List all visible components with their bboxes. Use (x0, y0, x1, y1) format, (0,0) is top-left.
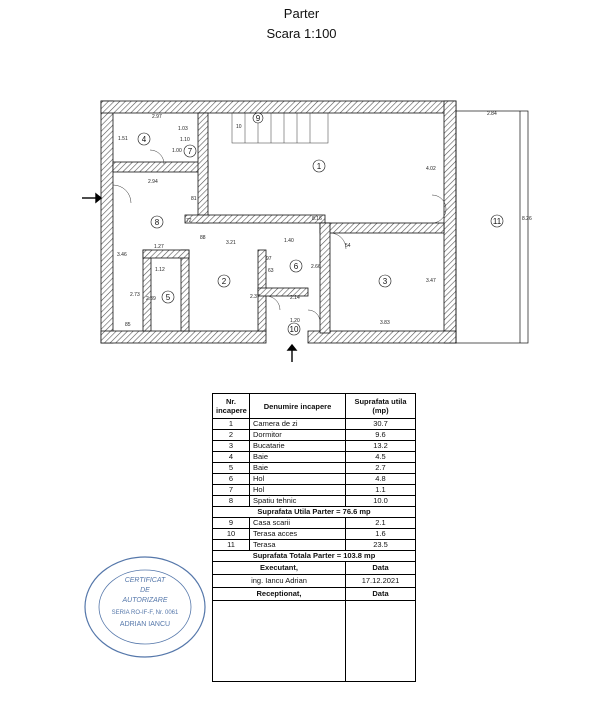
table-cell: 1.6 (346, 529, 416, 540)
dim-label: 3.83 (380, 320, 390, 326)
table-cell: Baie (250, 463, 346, 474)
table-row (213, 474, 416, 485)
dim-label: 10 (236, 124, 242, 130)
stamp-line-3: AUTORIZARE (122, 597, 168, 604)
table-cell: 2 (213, 430, 250, 441)
total-row (213, 551, 416, 562)
terrace-11 (456, 111, 528, 343)
dim-label: 3.46 (117, 252, 127, 258)
staircase (232, 113, 328, 143)
room-number-10: 10 (289, 325, 299, 334)
plan-title: Parter (283, 6, 320, 21)
table-cell: 11 (213, 540, 250, 551)
col-header-area: Suprafata utila (mp) (346, 394, 416, 419)
table-cell (213, 601, 346, 682)
table-cell: 1.1 (346, 485, 416, 496)
table-row (213, 419, 416, 430)
table-cell: Hol (250, 474, 346, 485)
executant-date: 17.12.2021 (346, 575, 416, 588)
dim-label: 1.51 (118, 136, 128, 142)
room-number-11: 11 (492, 217, 502, 226)
table-cell: Hol (250, 485, 346, 496)
data-label-2: Data (346, 588, 416, 601)
dim-label: 63 (268, 268, 274, 274)
table-cell: 9 (213, 518, 250, 529)
subtotal-row (213, 507, 416, 518)
dim-label: 88 (200, 235, 206, 241)
table-row (213, 430, 416, 441)
table-cell: 10.0 (346, 496, 416, 507)
dim-label: 4.02 (426, 166, 436, 172)
dim-label: 54 (345, 243, 351, 249)
dim-label: 3.47 (426, 278, 436, 284)
table-cell: 4 (213, 452, 250, 463)
table-cell: 13.2 (346, 441, 416, 452)
table-cell (346, 601, 416, 682)
total-text: Suprafata Totala Parter = 103.8 mp (213, 551, 416, 562)
dim-label: 97 (266, 256, 272, 262)
dim-label: 1.20 (290, 318, 300, 324)
room-number-3: 3 (382, 277, 388, 286)
table-cell: 4.5 (346, 452, 416, 463)
receptionat-row (213, 601, 416, 682)
table-row (213, 518, 416, 529)
dim-label: 72 (186, 218, 192, 224)
room-number-4: 4 (141, 135, 147, 144)
table-cell: 6 (213, 474, 250, 485)
stamp-line-4: SERIA RO-IF-F, Nr. 0061 (111, 610, 179, 616)
dim-label: 8.16 (312, 216, 322, 222)
table-row (213, 441, 416, 452)
data-label: Data (346, 562, 416, 575)
dim-label: 2.97 (152, 114, 162, 120)
table-cell: Casa scarii (250, 518, 346, 529)
executant-name: ing. Iancu Adrian (213, 575, 346, 588)
table-cell: Terasa (250, 540, 346, 551)
executant-header-row (213, 562, 416, 575)
room-number-9: 9 (255, 114, 261, 123)
room-number-6: 6 (293, 262, 299, 271)
table-header-row (213, 394, 416, 419)
table-cell: Dormitor (250, 430, 346, 441)
subtotal-text: Suprafata Utila Parter = 76.6 mp (213, 507, 416, 518)
stamp-line-5: ADRIAN IANCU (119, 621, 171, 628)
authorization-stamp (80, 552, 210, 662)
room-number-2: 2 (221, 277, 227, 286)
room-number-1: 1 (316, 162, 322, 171)
table-cell: Bucatarie (250, 441, 346, 452)
stamp-line-2: DE (140, 587, 150, 594)
table-cell: 10 (213, 529, 250, 540)
table-row (213, 463, 416, 474)
table-row (213, 496, 416, 507)
dim-label: 1.27 (154, 244, 164, 250)
table-cell: 23.5 (346, 540, 416, 551)
table-cell: 1 (213, 419, 250, 430)
table-cell: Camera de zi (250, 419, 346, 430)
table-cell: 7 (213, 485, 250, 496)
dim-label: 85 (125, 322, 131, 328)
table-cell: 2.7 (346, 463, 416, 474)
table-cell: 2.1 (346, 518, 416, 529)
room-number-5: 5 (165, 293, 171, 302)
table-cell: Baie (250, 452, 346, 463)
table-cell: 5 (213, 463, 250, 474)
col-header-nr: Nr. incapere (213, 394, 250, 419)
table-cell: Spatiu tehnic (250, 496, 346, 507)
dim-label: 1.03 (178, 126, 188, 132)
dim-label: 2.14 (290, 295, 300, 301)
table-row (213, 529, 416, 540)
room-number-7: 7 (187, 147, 193, 156)
table-cell: 8 (213, 496, 250, 507)
table-cell: Terasa acces (250, 529, 346, 540)
dim-label: 2.66 (311, 264, 321, 270)
executant-label: Executant, (213, 562, 346, 575)
table-row (213, 452, 416, 463)
dim-label: 81 (191, 196, 197, 202)
dim-label: 2.94 (148, 179, 158, 185)
table-cell: 4.8 (346, 474, 416, 485)
dim-label: 2.39 (146, 296, 156, 302)
dim-label: 1.10 (180, 137, 190, 143)
col-header-name: Denumire incapere (250, 394, 346, 419)
plan-scale: Scara 1:100 (266, 26, 337, 41)
dim-label: 8.26 (522, 216, 532, 222)
table-row (213, 540, 416, 551)
dim-label: 1.40 (284, 238, 294, 244)
rooms-table (212, 393, 416, 682)
dim-label: 2.84 (487, 111, 497, 117)
table-cell: 30.7 (346, 419, 416, 430)
table-cell: 9.6 (346, 430, 416, 441)
dim-label: 1.12 (155, 267, 165, 273)
receptionat-label: Receptionat, (213, 588, 346, 601)
room-number-8: 8 (154, 218, 160, 227)
table-cell: 3 (213, 441, 250, 452)
dim-label: 2.37 (250, 294, 260, 300)
stamp-line-1: CERTIFICAT (124, 577, 166, 584)
table-row (213, 485, 416, 496)
executant-row (213, 575, 416, 588)
dim-label: 1.00 (172, 148, 182, 154)
dim-label: 2.73 (130, 292, 140, 298)
receptionat-header-row (213, 588, 416, 601)
dim-label: 3.21 (226, 240, 236, 246)
